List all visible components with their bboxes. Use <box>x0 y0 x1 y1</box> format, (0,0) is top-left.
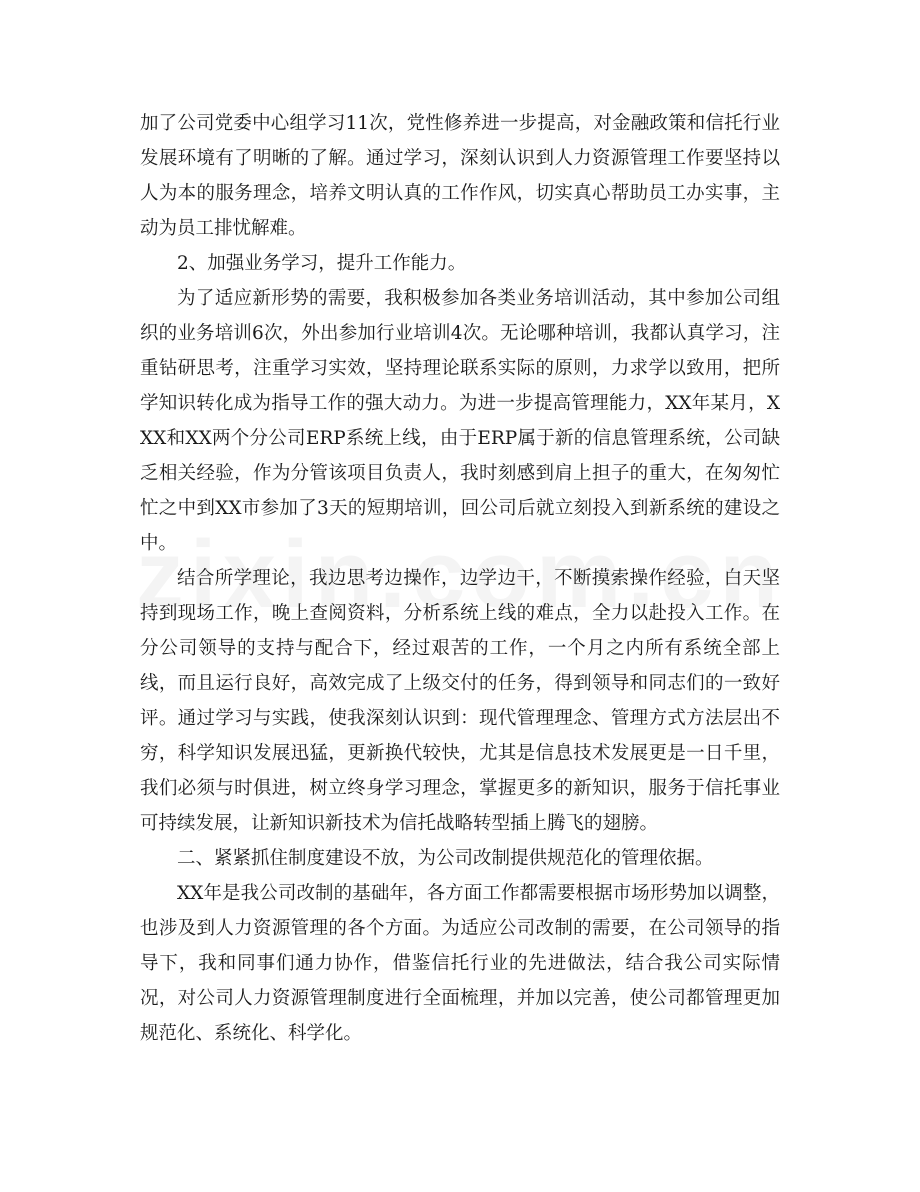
paragraph-training: 为了适应新形势的需要，我积极参加各类业务培训活动，其中参加公司组织的业务培训6次，外出参加行业培训4次。无论哪种培训，我都认真学习，注重钻研思考，注重学习实效，坚持理论联系实际的原则，力求学以致用，把所学知识转化成为指导工作的强大动力。为进一步提高管理能力，XX年某月，XXX和XX两个分公司ERP系统上线，由于ERP属于新的信息管理系统，公司缺乏相关经验，作为分管该项目负责人，我时刻感到肩上担子的重大，在匆匆忙忙之中到XX市参加了3天的短期培训，回公司后就立刻投入到新系统的建设之中。 <box>140 288 780 554</box>
paragraph-practice: 结合所学理论，我边思考边操作，边学边干，不断摸索操作经验，白天坚持到现场工作，晚上查阅资料，分析系统上线的难点，全力以赴投入工作。在分公司领导的支持与配合下，经过艰苦的工作，一个月之内所有系统全部上线，而且运行良好，高效完成了上级交付的任务，得到领导和同志们的一致好评。通过学习与实践，使我深刻认识到：现代管理理念、管理方式方法层出不穷，科学知识发展迅猛，更新换代较快，尤其是信息技术发展更是一日千里，我们必须与时俱进，树立终身学习理念，掌握更多的新知识，服务于信托事业可持续发展，让新知识新技术为信托战略转型插上腾飞的翅膀。 <box>140 568 780 834</box>
paragraph-continuation: 加了公司党委中心组学习11次，党性修养进一步提高，对金融政策和信托行业发展环境有了明晰的了解。通过学习，深刻认识到人力资源管理工作要坚持以人为本的服务理念，培养文明认真的工作作风，切实真心帮助员工办实事，主动为员工排忧解难。 <box>140 113 780 239</box>
paragraph-subheading-business-study: 2、加强业务学习，提升工作能力。 <box>177 253 467 274</box>
paragraph-heading-system-building: 二、紧紧抓住制度建设不放，为公司改制提供规范化的管理依据。 <box>177 848 714 869</box>
document-body <box>140 106 780 1051</box>
paragraph-restructuring: XX年是我公司改制的基础年，各方面工作都需要根据市场形势加以调整，也涉及到人力资源管理的各个方面。为适应公司改制的需要，在公司领导的指导下，我和同事们通力协作，借鉴信托行业的先进做法，结合我公司实际情况，对公司人力资源管理制度进行全面梳理，并加以完善，使公司都管理更加规范化、系统化、科学化。 <box>140 883 780 1044</box>
